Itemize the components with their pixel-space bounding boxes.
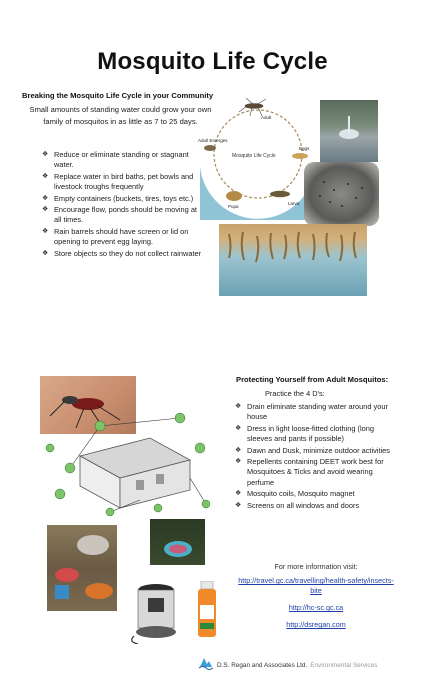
larvae-container-photo	[304, 162, 379, 226]
diamond-bullet-icon: ❖	[235, 403, 242, 410]
diamond-bullet-icon: ❖	[42, 194, 49, 202]
stage-label-adult: Adult	[261, 115, 272, 120]
diamond-bullet-icon: ❖	[42, 249, 49, 257]
section1-heading: Breaking the Mosquito Life Cycle in your Community	[22, 91, 214, 100]
list-item: ❖ Replace water in bird baths, pet bowls and livestock troughs frequently	[42, 171, 194, 192]
list-item: ❖ Drain eliminate standing water around your house	[235, 402, 388, 422]
flower-pot-water-photo	[150, 519, 205, 565]
life-cycle-diagram	[192, 96, 320, 220]
list-item: ❖ Mosquito coils, Mosquito magnet	[235, 489, 355, 499]
list-item: ❖ Empty containers (buckets, tires, toys etc.)	[42, 193, 194, 203]
company-logo	[198, 655, 214, 676]
list-item: ❖ Store objects so they do not collect rainwater	[42, 248, 202, 258]
link-dsregan[interactable]: http://dsregan.com	[286, 620, 346, 629]
stage-label-larva: Larva	[288, 201, 300, 206]
list-item: ❖ Rain barrels should have screen or lid on opening to prevent egg laying.	[42, 226, 189, 247]
stage-label-pupa: Pupa	[228, 204, 239, 209]
diamond-bullet-icon: ❖	[42, 227, 49, 235]
diamond-bullet-icon: ❖	[235, 458, 242, 466]
standing-water-containers-photo	[47, 525, 117, 611]
insect-repellent-bottle	[196, 581, 218, 639]
page-title: Mosquito Life Cycle	[97, 48, 328, 75]
list-item: ❖ Dress in light loose-fitted clothing (long sleeves and pants if possible)	[235, 423, 374, 444]
list-item: ❖ Reduce or eliminate standing or stagnant water.	[42, 150, 189, 170]
stage-label-adult-emerges: Adult Emerges	[198, 138, 228, 143]
diamond-bullet-icon: ❖	[42, 172, 49, 180]
section2-heading: Protecting Yourself from Adult Mosquitos:	[236, 375, 389, 384]
section2-bullet-list	[235, 402, 397, 512]
section1-bullet-list	[42, 150, 204, 260]
fountain-pond-photo	[320, 100, 378, 162]
diamond-bullet-icon: ❖	[235, 501, 242, 509]
list-item: ❖ Repellents containing DEET work best for Mosquitoes & Ticks and avoid wearing perfume	[235, 457, 384, 487]
company-name: D.S. Regan and Associates Ltd.	[217, 661, 308, 669]
diamond-bullet-icon: ❖	[42, 206, 49, 214]
larvae-underwater-photo	[219, 224, 367, 296]
mosquito-magnet-device	[126, 578, 186, 644]
diamond-bullet-icon: ❖	[42, 151, 49, 158]
list-item: ❖ Encourage flow, ponds should be moving at all times.	[42, 205, 197, 225]
company-tagline: Environmental Services	[310, 661, 378, 669]
link-travel-health[interactable]: http://travel.gc.ca/travelling/health-safety/insects-bite	[238, 576, 394, 595]
section2-subheading: Practice the 4 D's:	[265, 389, 325, 398]
diamond-bullet-icon: ❖	[235, 490, 242, 498]
stage-label-eggs: Eggs	[299, 146, 310, 151]
info-links	[236, 576, 396, 637]
list-item: ❖ Dawn and Dusk, minimize outdoor activities	[235, 445, 390, 455]
diagram-center-label: Mosquito Life Cycle	[232, 153, 276, 159]
diamond-bullet-icon: ❖	[235, 446, 242, 454]
more-info-lead: For more information visit:	[274, 562, 358, 571]
list-item: ❖ Screens on all windows and doors	[235, 500, 360, 510]
diamond-bullet-icon: ❖	[235, 424, 242, 432]
section1-intro: Small amounts of standing water could grow your own family of mosquitos in as little as 7 to 25 days.	[29, 105, 212, 126]
footer	[198, 654, 377, 676]
house-breeding-sites-diagram	[40, 408, 210, 516]
link-hc-sc[interactable]: http://hc-sc.gc.ca	[288, 603, 344, 612]
